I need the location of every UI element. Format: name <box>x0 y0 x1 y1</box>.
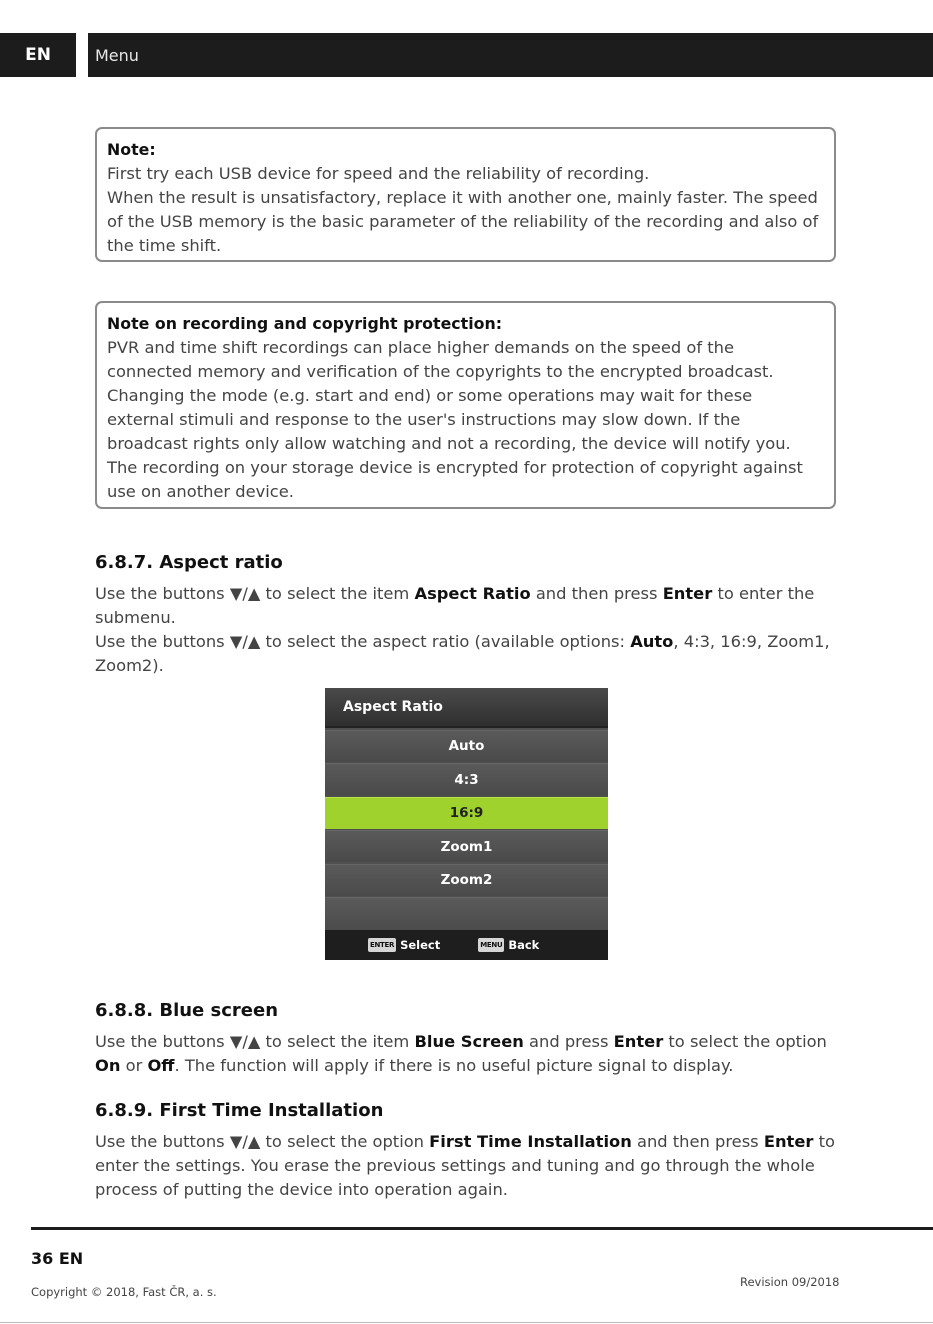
note-text: PVR and time shift recordings can place higher demands on the speed of the connected memory and verification of the copyrights to the encrypted broadcast. Changing the mode (e.g. start and end) or some operations may wait for these external stimuli and response to the user's instructions may slow down. If the broadcast rights only allow watching and not a recording, the device will notify you. The recording on your storage device is encrypted for protection of copyright against use on another device. <box>107 338 803 501</box>
section-heading-aspect-ratio: 6.8.7. Aspect ratio <box>95 552 283 573</box>
menu-hint: MENU Back <box>480 937 540 952</box>
enter-hint: ENTER Select <box>370 937 441 952</box>
section-title: Menu <box>95 45 139 65</box>
footer-divider <box>31 1227 933 1230</box>
menu-option-auto[interactable]: Auto <box>325 730 608 762</box>
note-title: Note: <box>107 140 156 159</box>
section-heading-blue-screen: 6.8.8. Blue screen <box>95 1000 279 1021</box>
menu-option-zoom2[interactable]: Zoom2 <box>325 864 608 896</box>
paragraph: Use the buttons ▼/▲ to select the option First Time Installation and then press Enter to enter the settings. You erase the previous settings and tuning and go through the whole process of putting the device into operation again. <box>95 1132 835 1199</box>
menu-title: Aspect Ratio <box>325 688 608 728</box>
menu-footer <box>325 930 608 960</box>
aspect-ratio-menu-screenshot <box>325 688 608 960</box>
paragraph: Use the buttons ▼/▲ to select the item Aspect Ratio and then press Enter to enter the submenu. <box>95 584 815 627</box>
note-text: First try each USB device for speed and the reliability of recording. <box>107 164 650 183</box>
paragraph: Use the buttons ▼/▲ to select the item Blue Screen and press Enter to select the option On or Off. The function will apply if there is no useful picture signal to display. <box>95 1032 827 1075</box>
copyright-text: Copyright © 2018, Fast ČR, a. s. <box>31 1285 217 1299</box>
page-number: 36 EN <box>31 1249 84 1268</box>
enter-key-icon: ENTER <box>368 938 396 952</box>
language-badge: EN <box>0 33 76 77</box>
revision-text: Revision 09/2018 <box>740 1275 840 1289</box>
menu-option-4-3[interactable]: 4:3 <box>325 763 608 795</box>
section-header <box>88 33 933 77</box>
note-title: Note on recording and copyright protection: <box>107 314 503 333</box>
paragraph: Use the buttons ▼/▲ to select the aspect ratio (available options: Auto, 4:3, 16:9, Zoom1, Zoom2). <box>95 632 830 675</box>
bottom-divider <box>0 1322 933 1323</box>
menu-option-16-9-selected[interactable]: 16:9 <box>325 797 608 829</box>
note-text: When the result is unsatisfactory, replace it with another one, mainly faster. The speed of the USB memory is the basic parameter of the reliability of the recording and also of the time shift. <box>107 188 819 255</box>
menu-key-icon: MENU <box>478 938 504 952</box>
section-heading-first-time-installation: 6.8.9. First Time Installation <box>95 1100 384 1121</box>
note-box-copyright <box>95 301 836 509</box>
menu-empty-row <box>325 897 608 932</box>
note-box-usb <box>95 127 836 262</box>
menu-option-zoom1[interactable]: Zoom1 <box>325 830 608 862</box>
